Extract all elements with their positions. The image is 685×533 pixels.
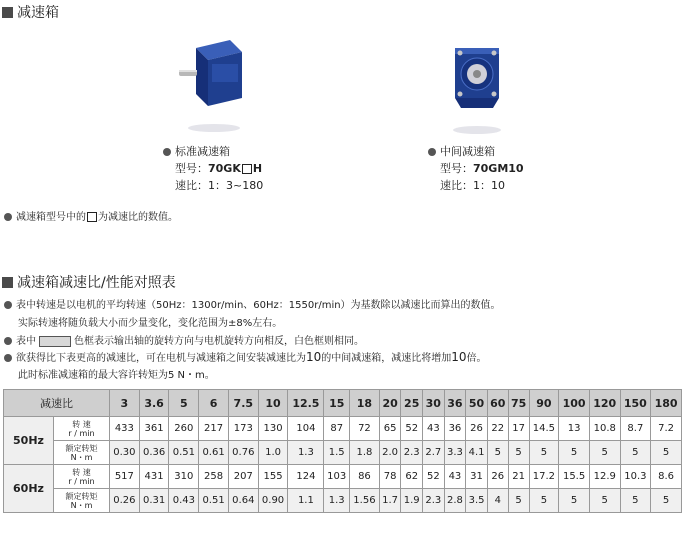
table-cell: 14.5 bbox=[529, 417, 559, 441]
model-number-note: 减速箱型号中的 为减速比的数值。 bbox=[4, 208, 178, 223]
table-cell: 0.76 bbox=[228, 441, 258, 465]
product-name: 中间减速箱 bbox=[440, 145, 495, 158]
table-row bbox=[4, 441, 682, 465]
table-cell: 8.6 bbox=[651, 465, 682, 489]
row-label bbox=[54, 465, 110, 489]
table-cell: 13 bbox=[559, 417, 590, 441]
frequency-label: 50Hz bbox=[4, 417, 54, 465]
table-cell: 433 bbox=[110, 417, 140, 441]
table-cell: 87 bbox=[324, 417, 350, 441]
row-label-unit: r / min bbox=[68, 428, 95, 438]
ratio-header-label: 减速比 bbox=[4, 390, 110, 417]
placeholder-box-icon bbox=[87, 212, 97, 222]
table-cell: 10.8 bbox=[589, 417, 620, 441]
table-cell: 0.26 bbox=[110, 489, 140, 513]
table-cell: 78 bbox=[379, 465, 401, 489]
table-cell: 17 bbox=[508, 417, 529, 441]
table-cell: 5 bbox=[487, 441, 508, 465]
square-bullet-icon bbox=[2, 7, 13, 18]
square-bullet-icon bbox=[2, 277, 13, 288]
table-cell: 5 bbox=[559, 489, 590, 513]
table-cell: 5 bbox=[529, 441, 559, 465]
table-cell: 5 bbox=[529, 489, 559, 513]
product-name: 标准减速箱 bbox=[175, 145, 230, 158]
table-cell: 72 bbox=[350, 417, 380, 441]
table-cell: 62 bbox=[401, 465, 423, 489]
table-cell: 31 bbox=[466, 465, 488, 489]
table-cell: 2.3 bbox=[401, 441, 423, 465]
ratio-range: 1：3~180 bbox=[208, 179, 264, 192]
standard-gearbox-image bbox=[176, 36, 250, 136]
section-title-gearbox: 减速箱 bbox=[2, 2, 59, 22]
table-cell: 2.7 bbox=[423, 441, 445, 465]
ratio-header-cell: 12.5 bbox=[288, 390, 324, 417]
bullet-icon bbox=[428, 148, 436, 156]
row-label-name: 转 速 bbox=[72, 419, 91, 429]
table-cell: 3.3 bbox=[444, 441, 466, 465]
row-label-unit: r / min bbox=[68, 476, 95, 486]
intermediate-gearbox-caption: 中间减速箱 型号：70GM10 速比：1：10 bbox=[428, 143, 524, 194]
table-cell: 361 bbox=[139, 417, 169, 441]
note-max-torque: 此时标准减速箱的最大容许转矩为5 N・m。 bbox=[18, 370, 215, 381]
ratio-header-cell: 36 bbox=[444, 390, 466, 417]
row-label bbox=[54, 489, 110, 513]
ratio-header-cell: 75 bbox=[508, 390, 529, 417]
table-cell: 124 bbox=[288, 465, 324, 489]
table-cell: 217 bbox=[199, 417, 229, 441]
table-cell: 5 bbox=[620, 441, 651, 465]
table-cell: 21 bbox=[508, 465, 529, 489]
table-cell: 0.43 bbox=[169, 489, 199, 513]
row-label bbox=[54, 417, 110, 441]
table-cell: 15.5 bbox=[559, 465, 590, 489]
ratio-header-cell: 100 bbox=[559, 390, 590, 417]
table-cell: 1.0 bbox=[258, 441, 288, 465]
table-cell: 43 bbox=[444, 465, 466, 489]
ratio-header-cell: 150 bbox=[620, 390, 651, 417]
row-label-name: 额定转矩 bbox=[65, 443, 98, 453]
table-cell: 43 bbox=[423, 417, 445, 441]
table-cell: 173 bbox=[228, 417, 258, 441]
ratio-header-cell: 25 bbox=[401, 390, 423, 417]
ratio-header-cell: 20 bbox=[379, 390, 401, 417]
table-cell: 65 bbox=[379, 417, 401, 441]
table-cell: 1.7 bbox=[379, 489, 401, 513]
table-cell: 1.5 bbox=[324, 441, 350, 465]
table-row bbox=[4, 417, 682, 441]
ratio-header-cell: 5 bbox=[169, 390, 199, 417]
table-cell: 0.51 bbox=[199, 489, 229, 513]
table-cell: 1.1 bbox=[288, 489, 324, 513]
section-title-ratio-table: 减速箱减速比/性能对照表 bbox=[2, 272, 176, 292]
table-cell: 4.1 bbox=[466, 441, 488, 465]
bullet-icon bbox=[4, 354, 12, 362]
row-label-unit: N・m bbox=[70, 452, 93, 462]
table-cell: 310 bbox=[169, 465, 199, 489]
ratio-header-cell: 6 bbox=[199, 390, 229, 417]
note-speed-basis: 表中转速是以电机的平均转速（50Hz：1300r/min、60Hz：1550r/min）为基数除以减速比而算出的数值。 bbox=[4, 296, 501, 311]
bullet-icon bbox=[4, 337, 12, 345]
table-cell: 5 bbox=[620, 489, 651, 513]
note-rotation-direction: 表中 色框表示输出轴的旋转方向与电机旋转方向相反，白色框则相同。 bbox=[4, 332, 364, 347]
model-number: 70GK bbox=[208, 162, 241, 175]
model-number: 70GM10 bbox=[473, 162, 524, 175]
table-cell: 1.3 bbox=[324, 489, 350, 513]
table-cell: 260 bbox=[169, 417, 199, 441]
bullet-icon bbox=[4, 213, 12, 221]
table-cell: 10.3 bbox=[620, 465, 651, 489]
table-cell: 104 bbox=[288, 417, 324, 441]
ratio-header-cell: 18 bbox=[350, 390, 380, 417]
table-cell: 1.9 bbox=[401, 489, 423, 513]
ratio-header-cell: 30 bbox=[423, 390, 445, 417]
note-speed-variation: 实际转速将随负载大小而少量变化，变化范围为±8%左右。 bbox=[18, 318, 283, 329]
table-cell: 2.0 bbox=[379, 441, 401, 465]
table-cell: 431 bbox=[139, 465, 169, 489]
ratio-header-cell: 7.5 bbox=[228, 390, 258, 417]
table-cell: 5 bbox=[651, 441, 682, 465]
table-cell: 52 bbox=[401, 417, 423, 441]
table-cell: 2.3 bbox=[423, 489, 445, 513]
table-cell: 0.31 bbox=[139, 489, 169, 513]
table-cell: 0.64 bbox=[228, 489, 258, 513]
table-cell: 2.8 bbox=[444, 489, 466, 513]
ratio-header-cell: 90 bbox=[529, 390, 559, 417]
placeholder-box-icon bbox=[242, 164, 252, 174]
table-cell: 26 bbox=[466, 417, 488, 441]
standard-gearbox-caption: 标准减速箱 型号：70GK H 速比：1：3~180 bbox=[163, 143, 263, 194]
table-header-row bbox=[4, 390, 682, 417]
row-label-unit: N・m bbox=[70, 500, 93, 510]
table-cell: 86 bbox=[350, 465, 380, 489]
table-cell: 0.30 bbox=[110, 441, 140, 465]
row-label bbox=[54, 441, 110, 465]
note-higher-ratio: 欲获得比下表更高的减速比，可在电机与减速箱之间安装减速比为10的中间减速箱，减速比将增加10倍。 bbox=[4, 349, 487, 364]
frequency-label: 60Hz bbox=[4, 465, 54, 513]
table-cell: 1.8 bbox=[350, 441, 380, 465]
ratio-performance-table bbox=[3, 389, 682, 513]
ratio-header-cell: 120 bbox=[589, 390, 620, 417]
table-cell: 5 bbox=[508, 441, 529, 465]
table-cell: 36 bbox=[444, 417, 466, 441]
table-row bbox=[4, 489, 682, 513]
table-cell: 5 bbox=[589, 489, 620, 513]
ratio-header-cell: 3 bbox=[110, 390, 140, 417]
ratio-header-cell: 60 bbox=[487, 390, 508, 417]
ratio-header-cell: 3.6 bbox=[139, 390, 169, 417]
table-cell: 0.90 bbox=[258, 489, 288, 513]
table-cell: 22 bbox=[487, 417, 508, 441]
row-label-name: 额定转矩 bbox=[65, 491, 98, 501]
table-row bbox=[4, 465, 682, 489]
row-label-name: 转 速 bbox=[72, 467, 91, 477]
table-cell: 7.2 bbox=[651, 417, 682, 441]
table-cell: 3.5 bbox=[466, 489, 488, 513]
ratio-range: 1：10 bbox=[473, 179, 505, 192]
table-cell: 1.56 bbox=[350, 489, 380, 513]
table-cell: 52 bbox=[423, 465, 445, 489]
ratio-header-cell: 180 bbox=[651, 390, 682, 417]
table-cell: 258 bbox=[199, 465, 229, 489]
ratio-header-cell: 50 bbox=[466, 390, 488, 417]
table-cell: 8.7 bbox=[620, 417, 651, 441]
table-cell: 26 bbox=[487, 465, 508, 489]
table-cell: 1.3 bbox=[288, 441, 324, 465]
table-cell: 130 bbox=[258, 417, 288, 441]
table-cell: 17.2 bbox=[529, 465, 559, 489]
table-cell: 5 bbox=[589, 441, 620, 465]
intermediate-gearbox-image bbox=[447, 38, 507, 138]
bullet-icon bbox=[4, 301, 12, 309]
ratio-header-cell: 15 bbox=[324, 390, 350, 417]
table-cell: 0.36 bbox=[139, 441, 169, 465]
table-cell: 155 bbox=[258, 465, 288, 489]
table-cell: 12.9 bbox=[589, 465, 620, 489]
table-cell: 0.51 bbox=[169, 441, 199, 465]
table-cell: 5 bbox=[559, 441, 590, 465]
table-cell: 5 bbox=[508, 489, 529, 513]
table-cell: 0.61 bbox=[199, 441, 229, 465]
table-cell: 517 bbox=[110, 465, 140, 489]
grey-box-icon bbox=[39, 336, 71, 347]
table-cell: 4 bbox=[487, 489, 508, 513]
ratio-header-cell: 10 bbox=[258, 390, 288, 417]
bullet-icon bbox=[163, 148, 171, 156]
table-cell: 207 bbox=[228, 465, 258, 489]
table-cell: 5 bbox=[651, 489, 682, 513]
table-cell: 103 bbox=[324, 465, 350, 489]
